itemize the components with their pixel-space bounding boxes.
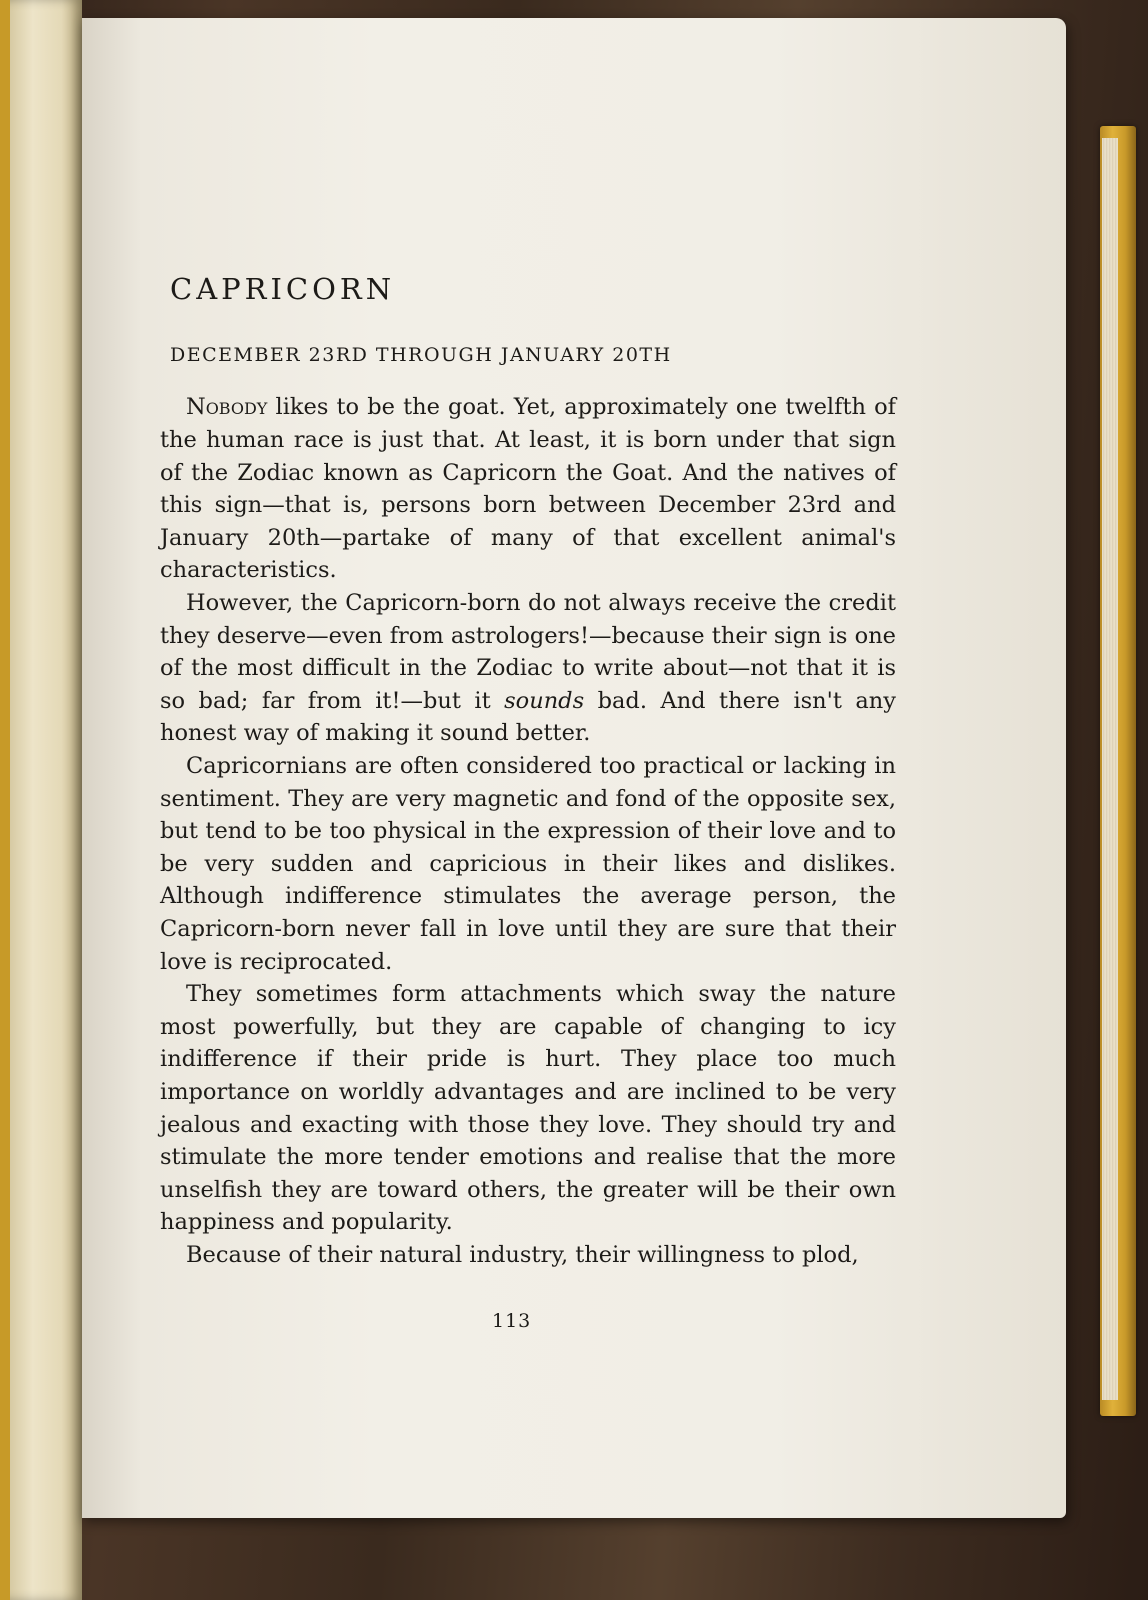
paragraph-2-italic: sounds — [504, 687, 585, 714]
left-cover-strip — [0, 0, 10, 1600]
page-edges — [1102, 138, 1118, 1400]
paragraph-2-text-b: bad. And there isn't any honest way of making it sound better. — [160, 687, 896, 747]
chapter-date-range: DECEMBER 23RD THROUGH JANUARY 20TH — [170, 343, 672, 366]
paragraph-1-lead: Nobody — [186, 394, 268, 421]
paragraph-5: Because of their natural industry, their willingness to plod, — [186, 1241, 859, 1268]
paragraph-4: They sometimes form attachments which sway the nature most powerfully, but they are capable of changing to icy indifference if their pride is hurt. They place too much importance on worldly advantages and are inclined to be very jealous and exacting with those they love. They should try and stimulate the more tender emotions and realise that the more unselfish they are toward others, the greater will be their own happiness and popularity. — [160, 981, 896, 1236]
page-content — [160, 272, 896, 1272]
paragraph-3: Capricornians are often considered too practical or lacking in sentiment. They are very magnetic and fond of the opposite sex, but tend to be too physical in the expression of their love and to be very sudden and capricious in their likes and dislikes. Although indifference stimulates the average person, the Capricorn-born never fall in love until they are sure that their love is reciprocated. — [160, 753, 896, 975]
book-page — [82, 18, 1066, 1518]
paragraph-1-text: likes to be the goat. Yet, approximately one twelfth of the human race is just that. At least, it is born under that sign of the Zodiac known as Capricorn the Goat. And the natives of this sign—that is, persons born between December 23rd and January 20th—partake of many of that excellent animal's characteristics. — [160, 394, 896, 584]
paragraph-1 — [160, 391, 896, 587]
paragraph-2-text-a: However, the Capricorn-born do not always receive the credit they deserve—even from astrologers!—because their sign is one of the most difficult in the Zodiac to write about—not that it is so bad; far from it!—but it — [160, 590, 896, 714]
page-number: 113 — [492, 1310, 532, 1332]
left-page — [0, 0, 82, 1600]
paragraph-2 — [160, 587, 896, 750]
chapter-title: CAPRICORN — [170, 272, 396, 306]
